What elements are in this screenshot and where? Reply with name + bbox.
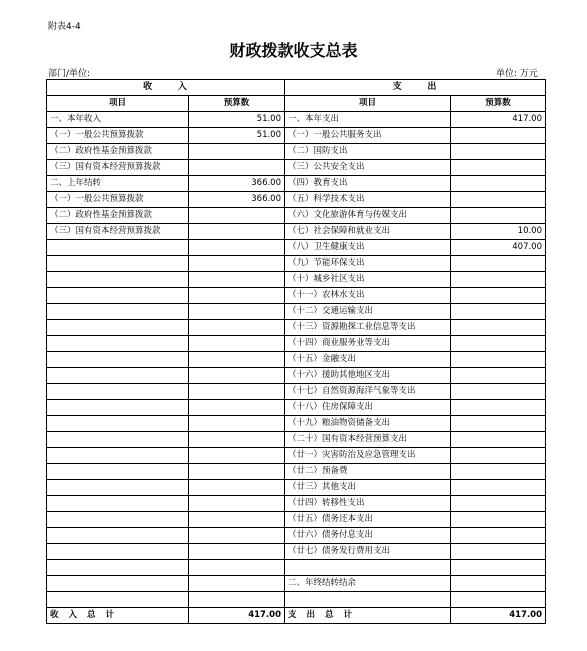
income-value-cell: [189, 480, 285, 496]
expense-value-cell: [451, 592, 546, 608]
expense-value-cell: [451, 384, 546, 400]
income-item-cell: [47, 464, 189, 480]
table-row: [47, 448, 546, 464]
expense-value-cell: [451, 144, 546, 160]
income-value-cell: [189, 320, 285, 336]
expense-item-cell: （七）社会保障和就业支出: [285, 224, 451, 240]
expense-item-cell: （十六）援助其他地区支出: [285, 368, 451, 384]
expense-value-cell: [451, 256, 546, 272]
expense-value-cell: [451, 272, 546, 288]
expense-item-cell: （八）卫生健康支出: [285, 240, 451, 256]
income-item-cell: [47, 288, 189, 304]
income-item-cell: [47, 256, 189, 272]
table-row: [47, 176, 546, 192]
income-item-cell: （二）政府性基金预算拨款: [47, 208, 189, 224]
income-item-cell: [47, 400, 189, 416]
table-row: [47, 480, 546, 496]
expense-item-cell: （廿一）灾害防治及应急管理支出: [285, 448, 451, 464]
expense-item-cell: （廿三）其他支出: [285, 480, 451, 496]
income-value-cell: 51.00: [189, 112, 285, 128]
income-value-cell: [189, 448, 285, 464]
table-row: [47, 384, 546, 400]
income-total-value: 417.00: [189, 608, 285, 624]
income-budget-header: 预算数: [189, 96, 285, 112]
income-value-cell: [189, 304, 285, 320]
expense-value-cell: [451, 176, 546, 192]
table-row: [47, 272, 546, 288]
table-row: [47, 544, 546, 560]
table-row: [47, 400, 546, 416]
income-item-cell: （三）国有资本经营预算拨款: [47, 160, 189, 176]
table-row: [47, 240, 546, 256]
expense-item-cell: （十）城乡社区支出: [285, 272, 451, 288]
table-row: [47, 432, 546, 448]
unit-label: 单位: 万元: [496, 69, 538, 79]
income-value-cell: [189, 384, 285, 400]
expense-item-cell: （十四）商业服务业等支出: [285, 336, 451, 352]
expense-item-header: 项目: [285, 96, 451, 112]
expense-value-cell: [451, 304, 546, 320]
table-row: [47, 224, 546, 240]
expense-item-cell: （廿四）转移性支出: [285, 496, 451, 512]
expense-value-cell: [451, 512, 546, 528]
income-item-cell: 一、本年收入: [47, 112, 189, 128]
income-value-cell: [189, 336, 285, 352]
expense-item-cell: （廿六）债务付息支出: [285, 528, 451, 544]
expense-value-cell: [451, 336, 546, 352]
income-value-cell: 51.00: [189, 128, 285, 144]
expense-value-cell: [451, 560, 546, 576]
expense-value-cell: [451, 496, 546, 512]
income-item-header: 项目: [47, 96, 189, 112]
income-item-cell: [47, 496, 189, 512]
expense-value-cell: [451, 352, 546, 368]
section-header-row: [47, 80, 546, 96]
table-row: [47, 112, 546, 128]
expense-item-cell: （十七）自然资源海洋气象等支出: [285, 384, 451, 400]
income-item-cell: [47, 304, 189, 320]
expense-item-cell: （十三）资源勘探工业信息等支出: [285, 320, 451, 336]
income-value-cell: [189, 240, 285, 256]
expense-value-cell: [451, 464, 546, 480]
income-value-cell: [189, 208, 285, 224]
income-section-header: 收 入: [47, 80, 285, 96]
income-item-cell: （二）政府性基金预算拨款: [47, 144, 189, 160]
expense-value-cell: [451, 432, 546, 448]
income-value-cell: [189, 592, 285, 608]
expense-value-cell: [451, 368, 546, 384]
expense-item-cell: 二、年终结转结余: [285, 576, 451, 592]
department-label: 部门/单位:: [48, 69, 91, 79]
expense-item-cell: （一）一般公共服务支出: [285, 128, 451, 144]
income-item-cell: [47, 384, 189, 400]
table-row: [47, 192, 546, 208]
income-value-cell: [189, 224, 285, 240]
income-item-cell: [47, 448, 189, 464]
income-item-cell: （三）国有资本经营预算拨款: [47, 224, 189, 240]
income-value-cell: 366.00: [189, 192, 285, 208]
income-item-cell: [47, 560, 189, 576]
income-value-cell: [189, 512, 285, 528]
expense-item-cell: （六）文化旅游体育与传媒支出: [285, 208, 451, 224]
table-row: [47, 352, 546, 368]
expense-value-cell: [451, 160, 546, 176]
expense-value-cell: 10.00: [451, 224, 546, 240]
income-value-cell: [189, 416, 285, 432]
table-row: [47, 288, 546, 304]
table-row: [47, 208, 546, 224]
expense-value-cell: [451, 288, 546, 304]
income-item-cell: [47, 592, 189, 608]
expense-item-cell: （廿二）预备费: [285, 464, 451, 480]
income-value-cell: [189, 256, 285, 272]
income-value-cell: [189, 400, 285, 416]
table-row: [47, 320, 546, 336]
expense-value-cell: [451, 192, 546, 208]
income-value-cell: [189, 144, 285, 160]
expense-value-cell: 417.00: [451, 112, 546, 128]
income-item-cell: [47, 528, 189, 544]
income-value-cell: [189, 272, 285, 288]
total-row: [47, 608, 546, 624]
expense-item-cell: （四）教育支出: [285, 176, 451, 192]
attachment-label: 附表4-4: [48, 22, 81, 32]
income-value-cell: [189, 576, 285, 592]
table-row: [47, 256, 546, 272]
table-row: [47, 464, 546, 480]
income-value-cell: [189, 288, 285, 304]
income-item-cell: [47, 272, 189, 288]
expense-item-cell: （廿七）债务发行费用支出: [285, 544, 451, 560]
expense-value-cell: [451, 320, 546, 336]
budget-table: [46, 79, 546, 624]
expense-item-cell: （十八）住房保障支出: [285, 400, 451, 416]
expense-value-cell: [451, 576, 546, 592]
expense-value-cell: [451, 528, 546, 544]
table-row: [47, 528, 546, 544]
income-value-cell: [189, 432, 285, 448]
expense-value-cell: [451, 416, 546, 432]
expense-item-cell: （九）节能环保支出: [285, 256, 451, 272]
expense-value-cell: [451, 448, 546, 464]
income-item-cell: [47, 576, 189, 592]
table-row: [47, 592, 546, 608]
income-item-cell: [47, 336, 189, 352]
table-row: [47, 416, 546, 432]
table-row: [47, 336, 546, 352]
income-value-cell: 366.00: [189, 176, 285, 192]
table-row: [47, 144, 546, 160]
income-item-cell: [47, 432, 189, 448]
expense-value-cell: [451, 208, 546, 224]
table-row: [47, 512, 546, 528]
income-item-cell: [47, 416, 189, 432]
expense-item-cell: （十一）农林水支出: [285, 288, 451, 304]
expense-item-cell: （五）科学技术支出: [285, 192, 451, 208]
expense-section-header: 支 出: [285, 80, 546, 96]
income-total-label: 收入总计: [47, 608, 189, 624]
expense-item-cell: 一、本年支出: [285, 112, 451, 128]
income-item-cell: 二、上年结转: [47, 176, 189, 192]
income-value-cell: [189, 160, 285, 176]
income-value-cell: [189, 528, 285, 544]
table-row: [47, 368, 546, 384]
expense-value-cell: [451, 480, 546, 496]
expense-item-cell: （十五）金融支出: [285, 352, 451, 368]
page-title: 财政拨款收支总表: [229, 41, 358, 60]
income-value-cell: [189, 464, 285, 480]
income-item-cell: （一）一般公共预算拨款: [47, 192, 189, 208]
income-item-cell: [47, 352, 189, 368]
expense-total-value: 417.00: [451, 608, 546, 624]
income-value-cell: [189, 352, 285, 368]
income-item-cell: [47, 544, 189, 560]
expense-value-cell: [451, 400, 546, 416]
table-row: [47, 576, 546, 592]
table-row: [47, 160, 546, 176]
expense-value-cell: [451, 128, 546, 144]
expense-budget-header: 预算数: [451, 96, 546, 112]
expense-item-cell: [285, 560, 451, 576]
expense-item-cell: （廿五）债务还本支出: [285, 512, 451, 528]
income-item-cell: [47, 368, 189, 384]
income-item-cell: [47, 512, 189, 528]
income-item-cell: （一）一般公共预算拨款: [47, 128, 189, 144]
expense-value-cell: [451, 544, 546, 560]
table-row: [47, 496, 546, 512]
table-row: [47, 304, 546, 320]
income-item-cell: [47, 480, 189, 496]
income-value-cell: [189, 544, 285, 560]
table-row: [47, 128, 546, 144]
column-header-row: [47, 96, 546, 112]
expense-item-cell: （二）国防支出: [285, 144, 451, 160]
expense-total-label: 支出总计: [285, 608, 451, 624]
income-value-cell: [189, 368, 285, 384]
expense-item-cell: （十二）交通运输支出: [285, 304, 451, 320]
expense-item-cell: （二十）国有资本经营预算支出: [285, 432, 451, 448]
expense-item-cell: [285, 592, 451, 608]
expense-item-cell: （十九）粮油物资储备支出: [285, 416, 451, 432]
income-value-cell: [189, 560, 285, 576]
income-item-cell: [47, 320, 189, 336]
income-item-cell: [47, 240, 189, 256]
expense-item-cell: （三）公共安全支出: [285, 160, 451, 176]
table-row: [47, 560, 546, 576]
expense-value-cell: 407.00: [451, 240, 546, 256]
income-value-cell: [189, 496, 285, 512]
